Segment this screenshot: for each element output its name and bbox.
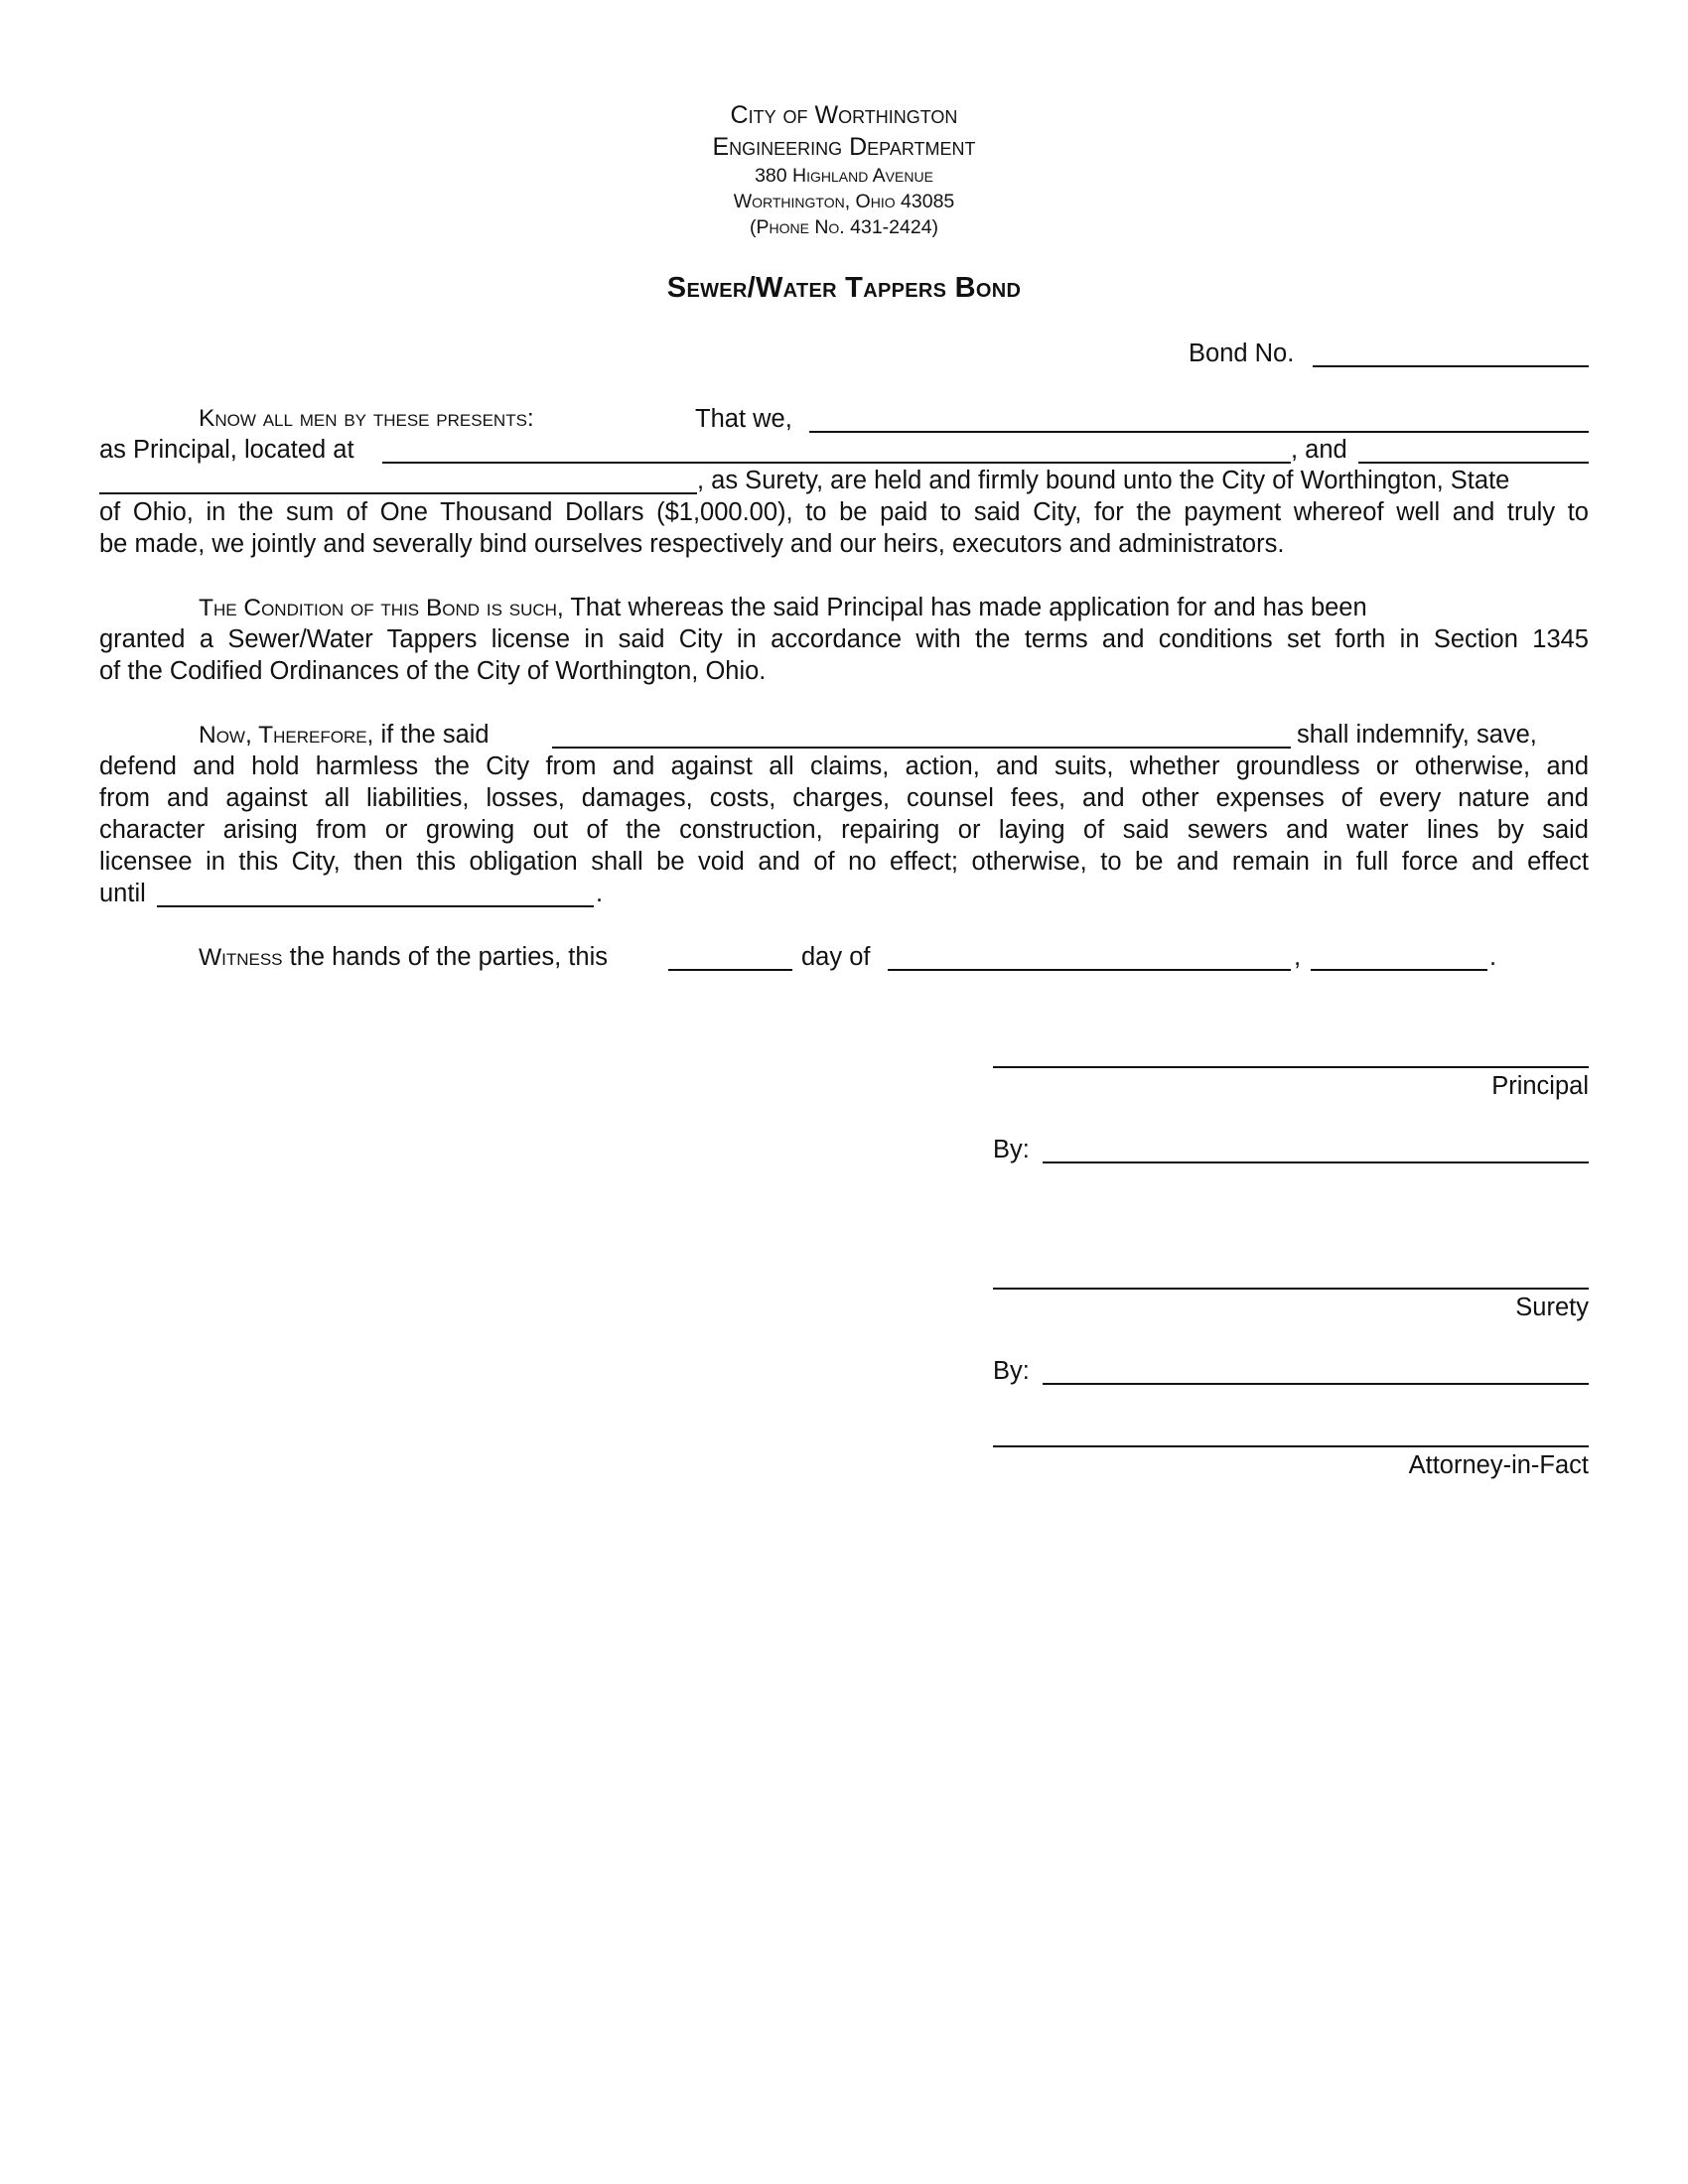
principal-by-label: By: — [993, 1136, 1030, 1163]
para1-as-principal: as Principal, located at — [99, 436, 354, 464]
letterhead-phone: (Phone No. 431-2424) — [749, 216, 939, 238]
letterhead-city: City of Worthington — [730, 101, 958, 129]
para3-lead-in: Now, Therefore, — [199, 722, 374, 749]
bond-no-field[interactable] — [1313, 365, 1589, 367]
letterhead-department: Engineering Department — [712, 133, 976, 161]
until-date-field[interactable] — [157, 905, 594, 907]
indemnify-name-field[interactable] — [552, 747, 1291, 749]
para3-shall-indemnify: shall indemnify, save, — [1297, 721, 1537, 749]
para2-line1 — [199, 592, 1367, 624]
witness-line — [199, 941, 608, 974]
principal-address-field[interactable] — [382, 462, 1291, 464]
surety-name-field-part2[interactable] — [99, 492, 697, 494]
para3-period: . — [596, 880, 604, 907]
surety-name-field-part1[interactable] — [1358, 462, 1589, 464]
witness-year-field[interactable] — [1311, 969, 1487, 971]
para2-line1-rest: That whereas the said Principal has made application for and has been — [563, 594, 1367, 621]
letterhead-street: 380 Highland Avenue — [755, 165, 933, 187]
para2-line2: granted a Sewer/Water Tappers license in said City in accordance with the terms and conditions set forth in Section 1345 — [99, 625, 1589, 653]
form-title: Sewer/Water Tappers Bond — [666, 272, 1022, 304]
attorney-signature-field[interactable] — [993, 1445, 1589, 1447]
para3-until: until — [99, 880, 146, 907]
surety-by-label: By: — [993, 1357, 1030, 1385]
witness-day-of: day of — [801, 943, 871, 971]
witness-month-field[interactable] — [888, 969, 1291, 971]
surety-label: Surety — [1515, 1294, 1589, 1321]
para1-lead-in: Know all men by these presents: — [199, 405, 534, 432]
witness-lead-in: Witness — [199, 944, 283, 971]
para1-line4: be made, we jointly and severally bind ourselves respectively and our heirs, executors and administrators. — [99, 530, 1285, 558]
surety-by-field[interactable] — [1043, 1383, 1589, 1385]
para2-line3: of the Codified Ordinances of the City of Worthington, Ohio. — [99, 657, 767, 685]
para3-if-the-said: if the said — [373, 721, 490, 749]
para1-as-surety: , as Surety, are held and firmly bound unto the City of Worthington, State — [697, 467, 1510, 494]
para3-line3: from and against all liabilities, losses, damages, costs, charges, counsel fees, and other expenses of every nature and — [99, 784, 1589, 812]
witness-text: the hands of the parties, this — [282, 943, 608, 971]
para1-and: , and — [1291, 436, 1347, 464]
principal-signature-field[interactable] — [993, 1066, 1589, 1068]
letterhead — [0, 99, 1688, 240]
principal-name-field[interactable] — [809, 431, 1589, 433]
para2-lead-in: The Condition of this Bond is such, — [199, 595, 564, 621]
para3-line2: defend and hold harmless the City from and against all claims, action, and suits, whether groundless or otherwise, and — [99, 752, 1589, 780]
principal-by-field[interactable] — [1043, 1161, 1589, 1163]
para3-line4: character arising from or growing out of the construction, repairing or laying of said sewers and water lines by said — [99, 816, 1589, 844]
bond-no-label: Bond No. — [1189, 340, 1295, 367]
principal-label: Principal — [1491, 1072, 1589, 1100]
letterhead-city-state-zip: Worthington, Ohio 43085 — [733, 191, 955, 212]
surety-signature-field[interactable] — [993, 1288, 1589, 1290]
witness-day-field[interactable] — [668, 969, 792, 971]
para1-line3: of Ohio, in the sum of One Thousand Dollars ($1,000.00), to be paid to said City, for the payment whereof well and truly to — [99, 498, 1589, 526]
witness-period: . — [1489, 943, 1497, 971]
witness-comma: , — [1294, 943, 1302, 971]
attorney-label: Attorney-in-Fact — [1408, 1451, 1589, 1479]
para3-line1 — [199, 719, 490, 751]
para3-line5: licensee in this City, then this obligation shall be void and of no effect; otherwise, to be and remain in full force and effect — [99, 848, 1589, 876]
para1-that-we: That we, — [695, 405, 792, 433]
